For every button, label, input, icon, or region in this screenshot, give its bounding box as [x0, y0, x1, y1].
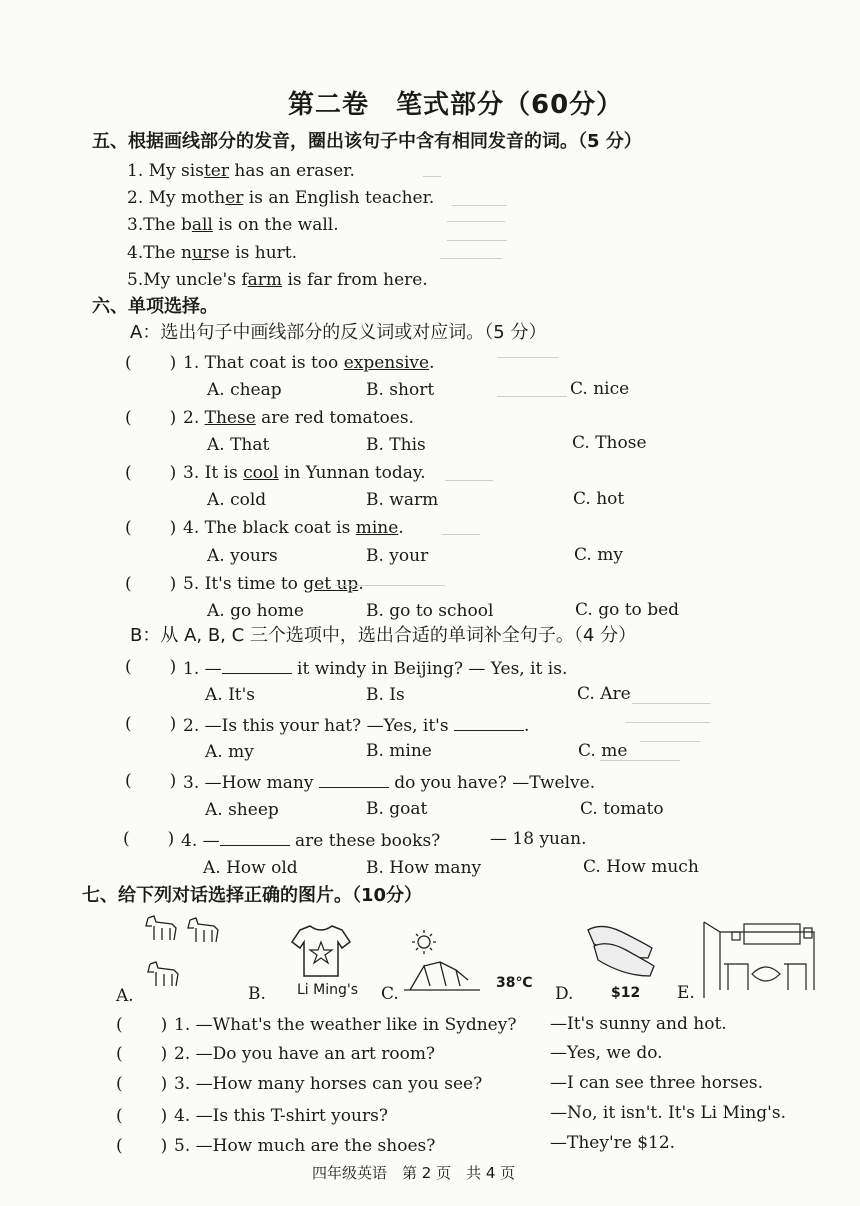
s6a-option-1c: C. nice	[570, 379, 630, 399]
answer-blank[interactable]	[319, 773, 389, 788]
picture-label-b: B.	[248, 984, 266, 1004]
s5-item-5: 5.My uncle's farm is far from here.	[127, 270, 428, 290]
horses-icon	[138, 910, 238, 1002]
s7-answer-1: —It's sunny and hot.	[550, 1014, 727, 1034]
t-shirt-icon	[290, 922, 352, 980]
s6a-paren-4[interactable]: ( )	[125, 518, 177, 538]
s6b-option-2a: A. my	[205, 742, 254, 762]
t-shirt-caption: Li Ming's	[297, 982, 359, 998]
s6b-question-1: 1. — it windy in Beijing? — Yes, it is.	[183, 659, 568, 679]
s6a-option-3b: B. warm	[366, 490, 439, 510]
s6a-option-3c: C. hot	[573, 489, 625, 509]
s6a-option-4a: A. yours	[207, 546, 278, 566]
s7-question-4: 4. —Is this T-shirt yours?	[174, 1106, 388, 1126]
s7-paren-3[interactable]: ( )	[116, 1074, 168, 1094]
price-caption: $12	[611, 985, 641, 1001]
section6b-heading: B：从 A, B, C 三个选项中，选出合适的单词补全句子。（4 分）	[130, 625, 637, 646]
section5-heading: 五、根据画线部分的发音，圈出该句子中含有相同发音的词。（5 分）	[92, 131, 642, 152]
s7-question-5: 5. —How much are the shoes?	[174, 1136, 436, 1156]
s6a-question-1: 1. That coat is too expensive.	[183, 353, 435, 373]
s6a-option-2b: B. This	[366, 435, 426, 455]
s6a-option-1b: B. short	[366, 380, 435, 400]
s6b-option-2b: B. mine	[366, 741, 432, 761]
s6b-option-3a: A. sheep	[205, 800, 279, 820]
s6b-option-1a: A. It's	[205, 685, 256, 705]
s6a-question-4: 4. The black coat is mine.	[183, 518, 404, 538]
s5-item-3: 3.The ball is on the wall.	[127, 215, 339, 235]
s7-paren-2[interactable]: ( )	[116, 1044, 168, 1064]
s5-item-4: 4.The nurse is hurt.	[127, 243, 298, 263]
picture-label-e: E.	[677, 983, 695, 1003]
temperature-caption: 38℃	[496, 975, 533, 991]
page-footer: 四年级英语 第 2 页 共 4 页	[312, 1164, 516, 1182]
section6-heading: 六、单项选择。	[92, 296, 218, 317]
s7-answer-2: —Yes, we do.	[550, 1043, 663, 1063]
s6a-option-4b: B. your	[366, 546, 429, 566]
s6a-paren-5[interactable]: ( )	[125, 574, 177, 594]
shoes-icon	[582, 918, 662, 982]
s7-answer-4: —No, it isn't. It's Li Ming's.	[550, 1103, 786, 1123]
s6b-option-4b: B. How many	[366, 858, 482, 878]
s6a-option-2c: C. Those	[572, 433, 647, 453]
s6b-paren-1[interactable]: ( )	[125, 657, 177, 677]
section7-heading: 七、给下列对话选择正确的图片。（10分）	[82, 885, 423, 906]
s6a-option-5c: C. go to bed	[575, 600, 680, 620]
s6a-question-3: 3. It is cool in Yunnan today.	[183, 463, 426, 483]
s7-question-2: 2. —Do you have an art room?	[174, 1044, 436, 1064]
s7-answer-3: —I can see three horses.	[550, 1073, 764, 1093]
s6a-option-4c: C. my	[574, 545, 623, 565]
answer-blank[interactable]	[454, 716, 524, 731]
s5-item-1: 1. My sister has an eraser.	[127, 161, 355, 181]
s6b-paren-4[interactable]: ( )	[123, 829, 175, 849]
s7-paren-5[interactable]: ( )	[116, 1136, 168, 1156]
s6b-option-3b: B. goat	[366, 799, 428, 819]
s7-answer-5: —They're $12.	[550, 1133, 676, 1153]
s7-question-3: 3. —How many horses can you see?	[174, 1074, 483, 1094]
s6a-option-1a: A. cheap	[207, 380, 282, 400]
s6b-paren-2[interactable]: ( )	[125, 714, 177, 734]
s7-question-1: 1. —What's the weather like in Sydney?	[174, 1015, 517, 1035]
s6b-option-1b: B. Is	[366, 685, 405, 705]
s6a-paren-2[interactable]: ( )	[125, 408, 177, 428]
picture-label-d: D.	[555, 984, 574, 1004]
s6b-question-3: 3. —How many do you have? —Twelve.	[183, 773, 596, 793]
s6a-paren-3[interactable]: ( )	[125, 463, 177, 483]
s6a-paren-1[interactable]: ( )	[125, 353, 177, 373]
s6a-question-2: 2. These are red tomatoes.	[183, 408, 414, 428]
s6a-option-5a: A. go home	[207, 601, 304, 621]
picture-label-c: C.	[381, 984, 399, 1004]
s6b-option-2c: C. me	[578, 741, 628, 761]
section6a-heading: A：选出句子中画线部分的反义词或对应词。（5 分）	[130, 322, 547, 343]
s6a-option-3a: A. cold	[207, 490, 267, 510]
answer-blank[interactable]	[220, 831, 290, 846]
s7-paren-4[interactable]: ( )	[116, 1106, 168, 1126]
art-room-icon	[702, 920, 820, 1000]
picture-label-a: A.	[116, 986, 134, 1006]
s6b-paren-3[interactable]: ( )	[125, 771, 177, 791]
s5-item-2: 2. My mother is an English teacher.	[127, 188, 435, 208]
s6b-answer-4: — 18 yuan.	[490, 829, 587, 849]
s6b-option-1c: C. Are	[577, 684, 631, 704]
s6b-option-4c: C. How much	[583, 857, 699, 877]
s7-paren-1[interactable]: ( )	[116, 1015, 168, 1035]
s6a-question-5: 5. It's time to get up.	[183, 574, 364, 594]
s6a-option-2a: A. That	[207, 435, 270, 455]
s6b-question-4: 4. — are these books?	[181, 831, 441, 851]
s6b-option-3c: C. tomato	[580, 799, 664, 819]
s6a-option-5b: B. go to school	[366, 601, 494, 621]
s6b-question-2: 2. —Is this your hat? —Yes, it's .	[183, 716, 530, 736]
s6b-option-4a: A. How old	[203, 858, 298, 878]
answer-blank[interactable]	[222, 659, 292, 674]
sydney-sunny-icon	[400, 926, 492, 998]
page-title: 第二卷 笔式部分（60分）	[288, 90, 624, 120]
